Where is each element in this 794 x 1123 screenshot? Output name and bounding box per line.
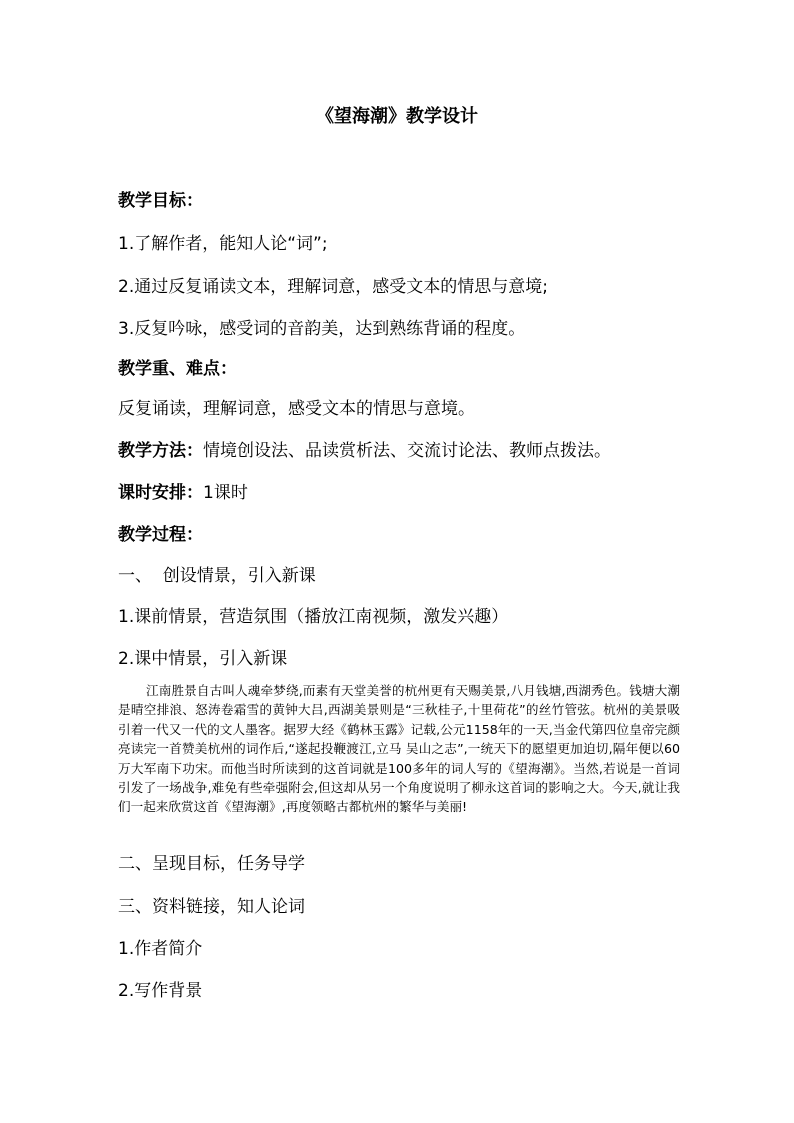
document-title: 《望海潮》教学设计 xyxy=(316,106,478,127)
schedule-label: 课时安排： xyxy=(118,483,203,503)
section-2-heading: 二、呈现目标，任务导学 xyxy=(118,854,305,874)
goal-item-2: 2.通过反复诵读文本，理解词意，感受文本的情思与意境; xyxy=(118,277,548,297)
teaching-methods xyxy=(118,440,678,462)
key-points-text: 反复诵读，理解词意，感受文本的情思与意境。 xyxy=(118,399,475,419)
goals-heading: 教学目标： xyxy=(118,191,203,211)
section-1-item-2: 2.课中情景，引入新课 xyxy=(118,649,288,669)
section-3-heading: 三、资料链接，知人论词 xyxy=(118,897,305,917)
class-schedule xyxy=(118,482,678,504)
goal-item-1: 1.了解作者，能知人论“词”; xyxy=(118,234,328,254)
schedule-text: 1课时 xyxy=(203,483,248,503)
methods-label: 教学方法： xyxy=(118,441,203,461)
section-1-heading: 一、 创设情景，引入新课 xyxy=(118,566,316,586)
intro-paragraph: 江南胜景自古叫人魂牵梦绕,而素有天堂美誉的杭州更有天赐美景,八月钱塘,西湖秀色。钱塘大潮是晴空排浪、怒涛卷霜雪的黄钟大吕,西湖美景则是“三秋桂子,十里荷花”的丝竹管弦。杭州的美景吸引着一代又一代的文人墨客。据罗大经《鹤林玉露》记载,公元1158年的一天,当金代第四位皇帝完颜亮读完一首赞美杭州的词作后,“遂起投鞭渡江,立马 吴山之志”,一统天下的愿望更加迫切,隔年便以60万大军南下功宋。而他当时所读到的这首词就是100多年的词人写的《望海潮》。当然,若说是一首词引发了一场战争,难免有些牵强附会,但这却从另一个角度说明了柳永这首词的影响之大。今天,就让我们一起来欣赏这首《望海潮》,再度领略古都杭州的繁华与美丽! xyxy=(118,683,680,815)
section-3-item-2: 2.写作背景 xyxy=(118,981,203,1001)
goal-item-3: 3.反复吟咏，感受词的音韵美，达到熟练背诵的程度。 xyxy=(118,319,526,339)
methods-text: 情境创设法、品读赏析法、交流讨论法、教师点拨法。 xyxy=(203,441,611,461)
section-1-item-1: 1.课前情景，营造氛围（播放江南视频，激发兴趣） xyxy=(118,607,509,627)
key-points-heading: 教学重、难点： xyxy=(118,359,237,379)
section-3-item-1: 1.作者简介 xyxy=(118,939,203,959)
process-heading: 教学过程： xyxy=(118,525,203,545)
